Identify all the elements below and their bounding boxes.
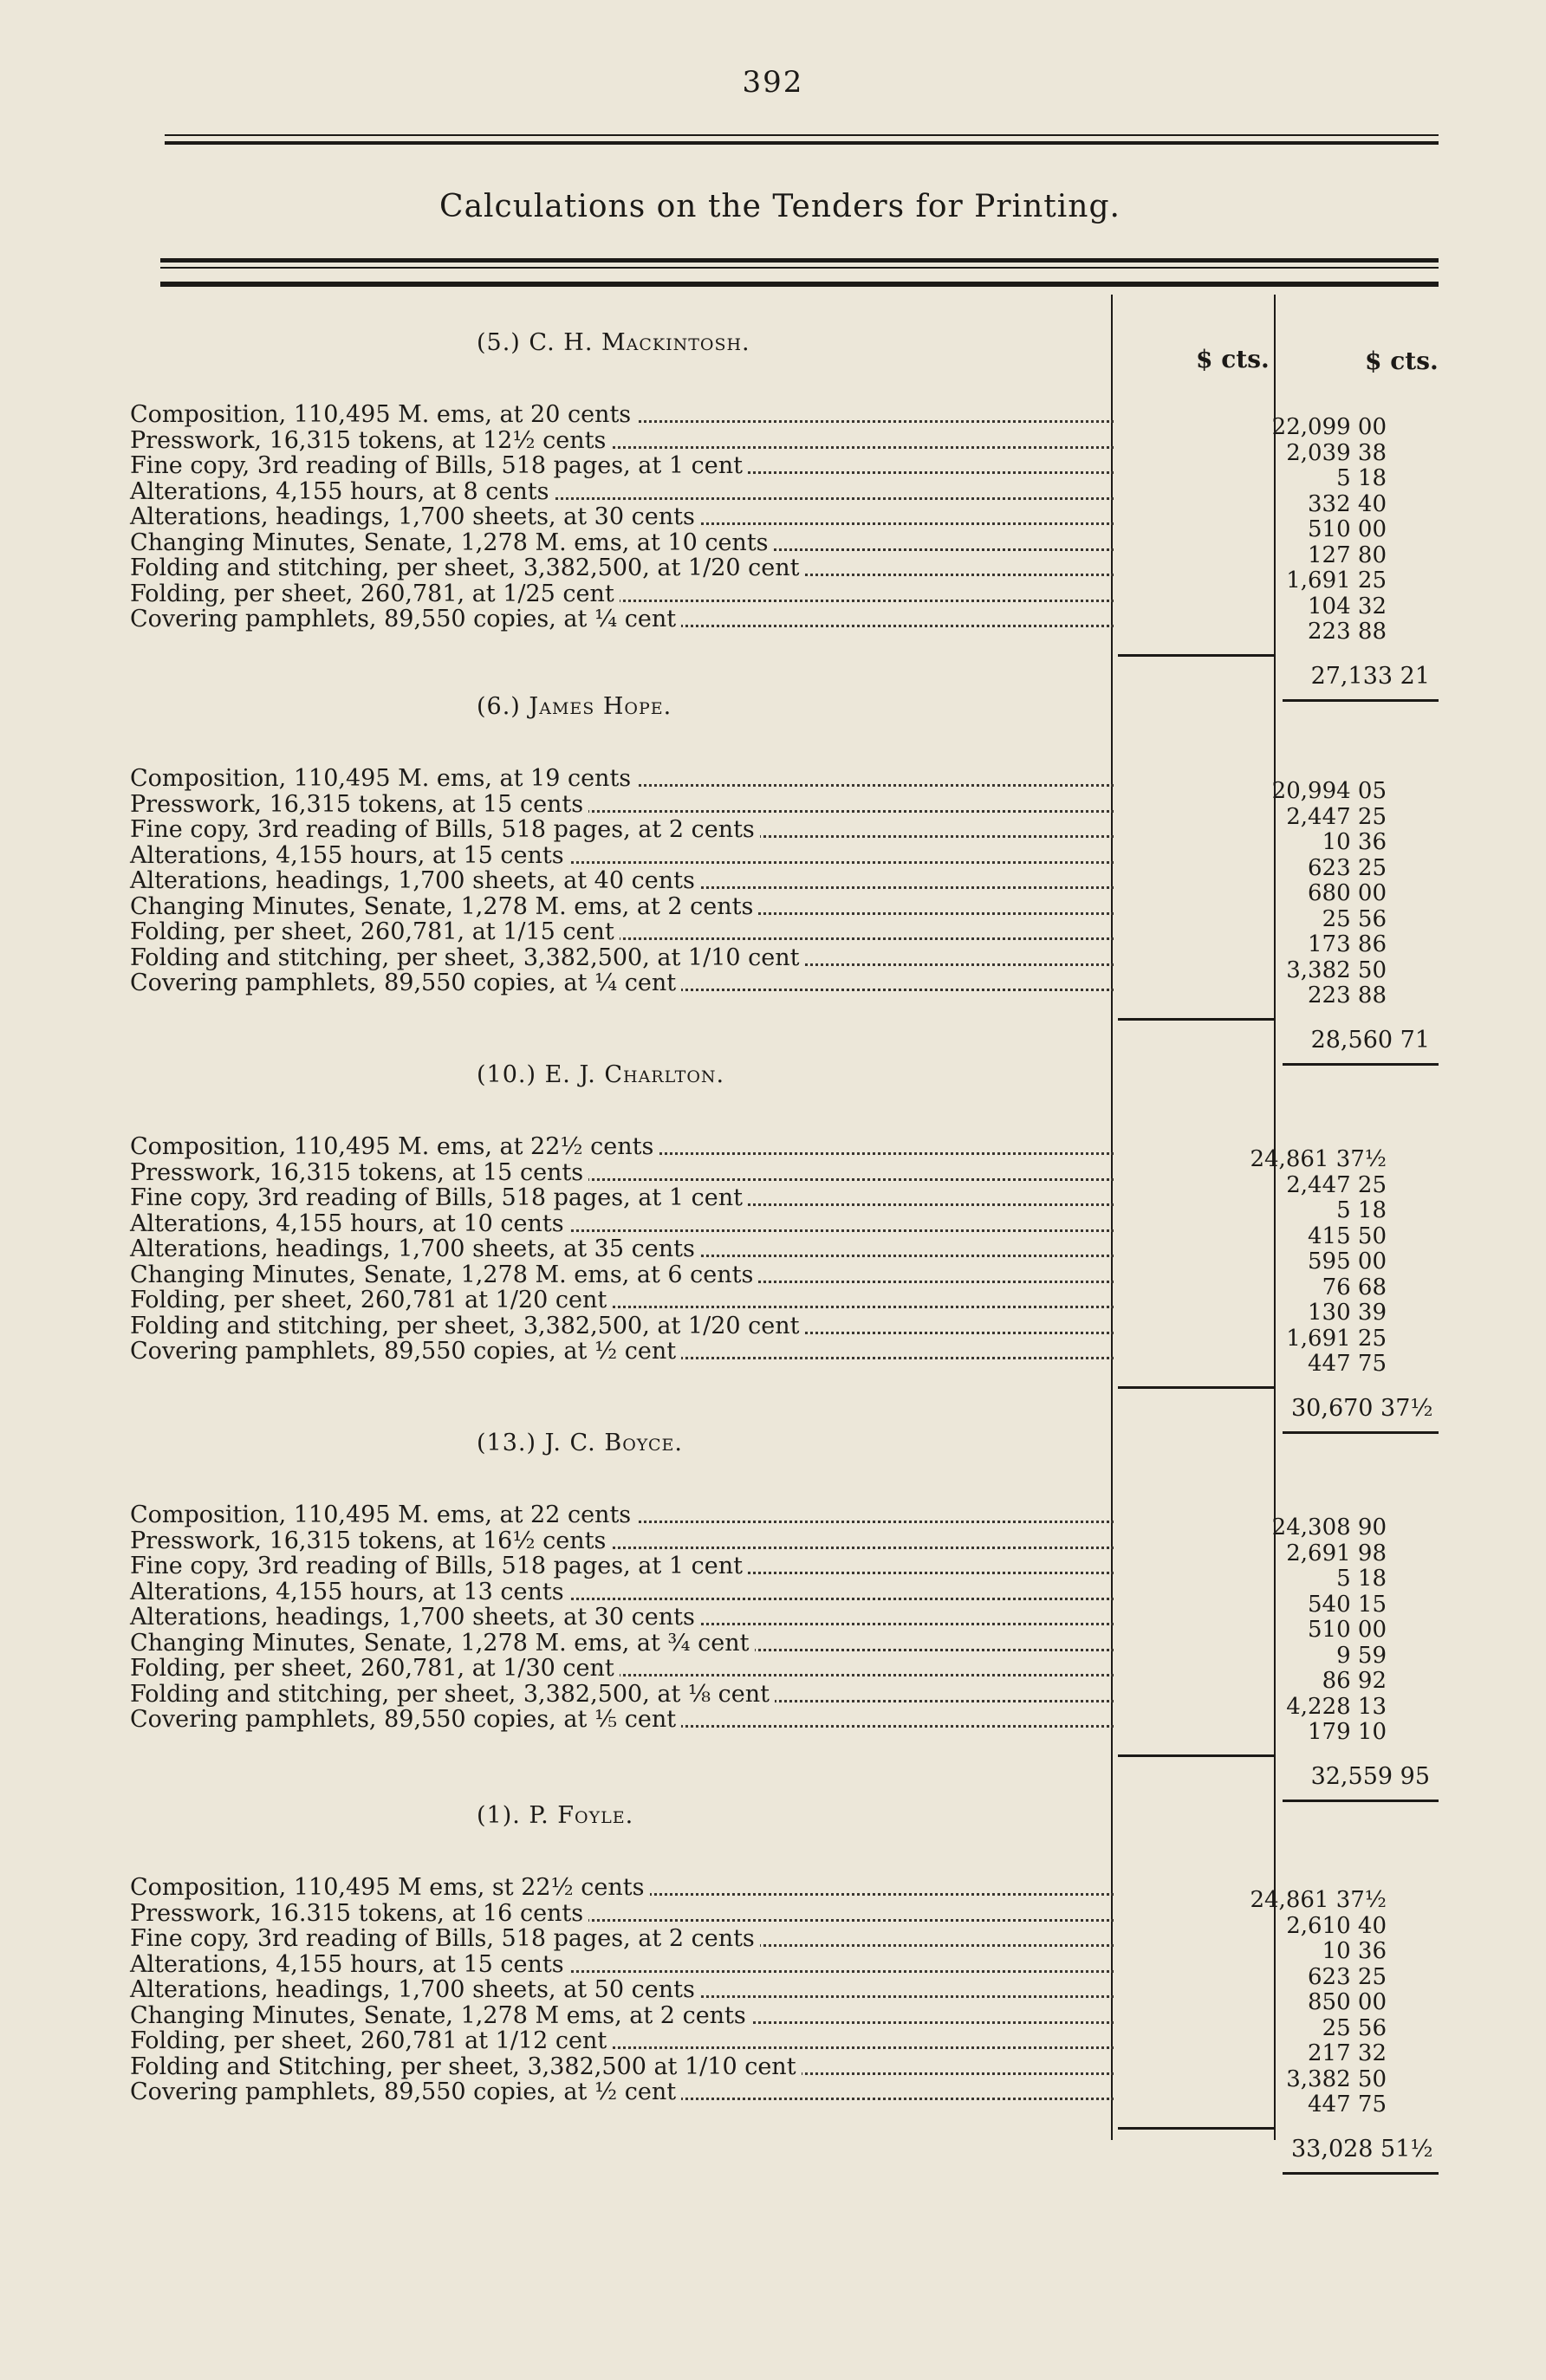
line-item-description: Fine copy, 3rd reading of Bills, 518 pages, at 2 cents — [130, 818, 760, 842]
tenderer-name: P. Foyle. — [529, 1802, 634, 1829]
title-rule-3 — [160, 282, 1439, 287]
line-item-amount: 25 56 — [1322, 905, 1387, 932]
line-item — [130, 1580, 1114, 1605]
line-item-amount: 223 88 — [1308, 982, 1387, 1008]
line-item — [130, 869, 1114, 893]
line-item-amount: 130 39 — [1308, 1300, 1387, 1326]
line-item-amount: 623 25 — [1308, 1963, 1387, 1990]
line-item — [130, 1339, 1114, 1364]
line-item-description: Composition, 110,495 M. ems, at 22 cents — [130, 1503, 636, 1527]
line-item — [130, 1263, 1114, 1287]
line-item-description: Covering pamphlets, 89,550 copies, at ¼ cent — [130, 971, 681, 995]
line-item — [130, 1314, 1114, 1339]
line-item-description: Fine copy, 3rd reading of Bills, 518 pages, at 2 cents — [130, 1927, 760, 1951]
tender-heading — [477, 1061, 724, 1088]
line-item-amount: 76 68 — [1322, 1274, 1387, 1300]
line-item-description: Composition, 110,495 M. ems, at 20 cents — [130, 403, 636, 427]
page-number: 392 — [742, 65, 804, 100]
line-item-amount: 10 36 — [1322, 829, 1387, 855]
line-item-description: Composition, 110,495 M ems, st 22½ cents — [130, 1876, 650, 1900]
totals-column-header: $ cts. — [1365, 347, 1439, 375]
line-item-amount: 127 80 — [1308, 541, 1387, 568]
tender-number: (1). — [477, 1802, 529, 1829]
line-item-amount: 20,994 05 — [1271, 778, 1387, 804]
line-item-amount: 9 59 — [1336, 1642, 1387, 1669]
line-item-amount: 179 10 — [1308, 1719, 1387, 1745]
line-item — [130, 971, 1114, 995]
line-item-amount: 4,228 13 — [1286, 1693, 1387, 1720]
tenderer-name: J. C. Boyce. — [544, 1430, 683, 1456]
line-item-amount: 332 40 — [1308, 490, 1387, 517]
line-item-description: Alterations, headings, 1,700 sheets, at 35 cents — [130, 1237, 700, 1261]
line-item-description: Alterations, 4,155 hours, at 13 cents — [130, 1580, 569, 1605]
line-item-description: Fine copy, 3rd reading of Bills, 518 pages, at 1 cent — [130, 1554, 748, 1579]
line-item-amount: 447 75 — [1308, 2091, 1387, 2117]
line-item-amount: 540 15 — [1308, 1591, 1387, 1618]
tender-total: 28,560 71 — [1310, 1027, 1430, 1054]
line-item-amount: 2,610 40 — [1286, 1912, 1387, 1939]
line-item-amount: 24,308 90 — [1271, 1514, 1387, 1540]
tender-total: 33,028 51½ — [1291, 2136, 1433, 2163]
line-item-description: Folding and stitching, per sheet, 3,382,500, at 1/10 cent — [130, 946, 804, 970]
line-item — [130, 841, 1114, 869]
line-item — [130, 946, 1114, 970]
line-item — [130, 1680, 1114, 1708]
tenderer-name: James Hope. — [529, 693, 672, 720]
line-item-description: Folding, per sheet, 260,781, at 1/30 cent — [130, 1657, 620, 1681]
line-item-description: Composition, 110,495 M. ems, at 22½ cents — [130, 1135, 659, 1159]
line-item — [130, 1554, 1114, 1579]
line-item-amount: 2,691 98 — [1286, 1540, 1387, 1566]
line-item-description: Folding and stitching, per sheet, 3,382,500, at 1/20 cent — [130, 1314, 804, 1339]
line-item — [130, 607, 1114, 632]
line-item-description: Presswork, 16,315 tokens, at 15 cents — [130, 1161, 588, 1185]
line-item-description: Presswork, 16,315 tokens, at 15 cents — [130, 793, 588, 817]
line-item — [130, 454, 1114, 478]
line-item — [130, 556, 1114, 580]
line-item-amount: 623 25 — [1308, 854, 1387, 881]
line-item — [130, 920, 1114, 944]
line-item — [130, 1876, 1114, 1900]
line-item-amount: 510 00 — [1308, 1617, 1387, 1643]
line-item-description: Fine copy, 3rd reading of Bills, 518 pages, at 1 cent — [130, 454, 748, 478]
line-item — [130, 1978, 1114, 2002]
line-item-amount: 5 18 — [1336, 1566, 1387, 1592]
tenderer-name: E. J. Charlton. — [544, 1061, 725, 1088]
line-item — [130, 1135, 1114, 1159]
line-item-amount: 2,039 38 — [1286, 439, 1387, 466]
tender-heading — [477, 1430, 683, 1456]
items-column-header: $ cts. — [1196, 345, 1270, 373]
tender-heading — [477, 693, 672, 720]
line-item-description: Folding, per sheet, 260,781 at 1/12 cent — [130, 2029, 612, 2053]
tenderer-name: C. H. Mackintosh. — [529, 329, 750, 356]
line-item-description: Changing Minutes, Senate, 1,278 M ems, at 2 cents — [130, 2004, 751, 2028]
line-item-amount: 680 00 — [1308, 880, 1387, 906]
tender-total: 30,670 37½ — [1291, 1395, 1433, 1422]
line-item — [130, 1158, 1114, 1186]
line-item-amount: 217 32 — [1308, 2040, 1387, 2066]
line-item — [130, 1605, 1114, 1630]
line-item-description: Alterations, headings, 1,700 sheets, at 50 cents — [130, 1978, 700, 2002]
line-item-description: Changing Minutes, Senate, 1,278 M. ems, at 10 cents — [130, 531, 774, 555]
line-item-amount: 5 18 — [1336, 465, 1387, 491]
line-item-description: Folding, per sheet, 260,781, at 1/25 cent — [130, 582, 620, 606]
line-item-description: Covering pamphlets, 89,550 copies, at ¼ cent — [130, 607, 681, 632]
line-item — [130, 1657, 1114, 1681]
title-rule-2 — [160, 267, 1439, 269]
line-item — [130, 2080, 1114, 2104]
line-item-amount: 447 75 — [1308, 1351, 1387, 1377]
line-item — [130, 2055, 1114, 2079]
subtotal-rule — [1118, 1754, 1274, 1757]
line-item-description: Alterations, headings, 1,700 sheets, at 30 cents — [130, 1605, 700, 1630]
total-rule — [1283, 1063, 1439, 1066]
subtotal-rule — [1118, 1386, 1274, 1389]
line-item-amount: 24,861 37½ — [1250, 1887, 1387, 1913]
line-item-description: Covering pamphlets, 89,550 copies, at ⅕ cent — [130, 1708, 681, 1732]
tender-number: (10.) — [477, 1061, 545, 1088]
line-item — [130, 1950, 1114, 1978]
line-item-description: Composition, 110,495 M. ems, at 19 cents — [130, 767, 636, 791]
line-item — [130, 426, 1114, 454]
line-item — [130, 790, 1114, 818]
line-item — [130, 1186, 1114, 1210]
total-rule — [1283, 699, 1439, 702]
line-item — [130, 1237, 1114, 1261]
line-item-amount: 2,447 25 — [1286, 1171, 1387, 1198]
line-item-description: Folding, per sheet, 260,781 at 1/20 cent — [130, 1288, 612, 1313]
line-item-description: Folding and stitching, per sheet, 3,382,500, at 1/20 cent — [130, 556, 804, 580]
tender-total: 27,133 21 — [1310, 663, 1430, 690]
line-item-amount: 3,382 50 — [1286, 2065, 1387, 2092]
line-item — [130, 531, 1114, 555]
line-item-amount: 104 32 — [1308, 593, 1387, 619]
line-item-description: Alterations, 4,155 hours, at 10 cents — [130, 1212, 569, 1236]
total-rule — [1283, 1431, 1439, 1434]
line-item-description: Presswork, 16.315 tokens, at 16 cents — [130, 1902, 588, 1926]
line-item-amount: 25 56 — [1322, 2014, 1387, 2041]
line-item-description: Alterations, headings, 1,700 sheets, at 30 cents — [130, 505, 700, 529]
line-item-amount: 5 18 — [1336, 1197, 1387, 1223]
total-rule — [1283, 1800, 1439, 1802]
line-item-description: Presswork, 16,315 tokens, at 12½ cents — [130, 429, 611, 453]
title-rule — [160, 258, 1439, 263]
line-item-amount: 850 00 — [1308, 1989, 1387, 2015]
line-item — [130, 892, 1114, 920]
line-item-description: Covering pamphlets, 89,550 copies, at ½ cent — [130, 2080, 681, 2104]
line-item — [130, 1529, 1114, 1553]
line-item — [130, 2029, 1114, 2053]
line-item-description: Covering pamphlets, 89,550 copies, at ½ cent — [130, 1339, 681, 1364]
total-rule — [1283, 2172, 1439, 2175]
line-item-description: Alterations, headings, 1,700 sheets, at 40 cents — [130, 869, 700, 893]
line-item — [130, 477, 1114, 505]
line-item-amount: 2,447 25 — [1286, 803, 1387, 830]
tender-number: (5.) — [477, 329, 529, 356]
line-item — [130, 1209, 1114, 1237]
line-item-amount: 3,382 50 — [1286, 957, 1387, 983]
line-item-description: Changing Minutes, Senate, 1,278 M. ems, at 2 cents — [130, 895, 758, 919]
line-item-amount: 1,691 25 — [1286, 567, 1387, 593]
line-item-amount: 510 00 — [1308, 516, 1387, 542]
line-item-description: Alterations, 4,155 hours, at 15 cents — [130, 844, 569, 868]
tender-number: (13.) — [477, 1430, 545, 1456]
line-item-amount: 1,691 25 — [1286, 1325, 1387, 1352]
line-item-amount: 22,099 00 — [1271, 414, 1387, 440]
line-item — [130, 2001, 1114, 2029]
line-item-description: Fine copy, 3rd reading of Bills, 518 pages, at 1 cent — [130, 1186, 748, 1210]
line-item-amount: 595 00 — [1308, 1248, 1387, 1274]
line-item — [130, 582, 1114, 606]
line-item — [130, 1708, 1114, 1732]
line-item-description: Folding and Stitching, per sheet, 3,382,500 at 1/10 cent — [130, 2055, 802, 2079]
line-item-amount: 173 86 — [1308, 931, 1387, 957]
line-item-description: Changing Minutes, Senate, 1,278 M. ems, at 6 cents — [130, 1263, 758, 1287]
line-item — [130, 767, 1114, 791]
line-item-description: Presswork, 16,315 tokens, at 16½ cents — [130, 1529, 611, 1553]
tender-heading — [477, 1802, 633, 1829]
line-item-description: Changing Minutes, Senate, 1,278 M. ems, at ¾ cent — [130, 1631, 755, 1656]
line-item — [130, 1927, 1114, 1951]
line-item-amount: 10 36 — [1322, 1938, 1387, 1964]
line-item-description: Alterations, 4,155 hours, at 8 cents — [130, 480, 554, 504]
line-item — [130, 403, 1114, 427]
line-item-description: Folding, per sheet, 260,781, at 1/15 cent — [130, 920, 620, 944]
line-item — [130, 818, 1114, 842]
line-item-description: Alterations, 4,155 hours, at 15 cents — [130, 1953, 569, 1977]
line-item-amount: 415 50 — [1308, 1222, 1387, 1249]
subtotal-rule — [1118, 1018, 1274, 1021]
page-title: Calculations on the Tenders for Printing. — [439, 189, 1121, 224]
top-rule-2 — [165, 141, 1439, 145]
line-item-amount: 24,861 37½ — [1250, 1146, 1387, 1172]
tender-total: 32,559 95 — [1310, 1763, 1430, 1790]
line-item-amount: 86 92 — [1322, 1668, 1387, 1694]
tender-number: (6.) — [477, 693, 529, 720]
line-item — [130, 1631, 1114, 1656]
subtotal-rule — [1118, 2127, 1274, 2130]
tender-heading — [477, 329, 750, 356]
line-item — [130, 1288, 1114, 1313]
line-item — [130, 505, 1114, 529]
line-item-description: Folding and stitching, per sheet, 3,382,500, at ⅛ cent — [130, 1683, 775, 1707]
top-rule — [165, 134, 1439, 136]
subtotal-rule — [1118, 654, 1274, 657]
line-item — [130, 1503, 1114, 1527]
line-item — [130, 1899, 1114, 1927]
line-item-amount: 223 88 — [1308, 619, 1387, 645]
